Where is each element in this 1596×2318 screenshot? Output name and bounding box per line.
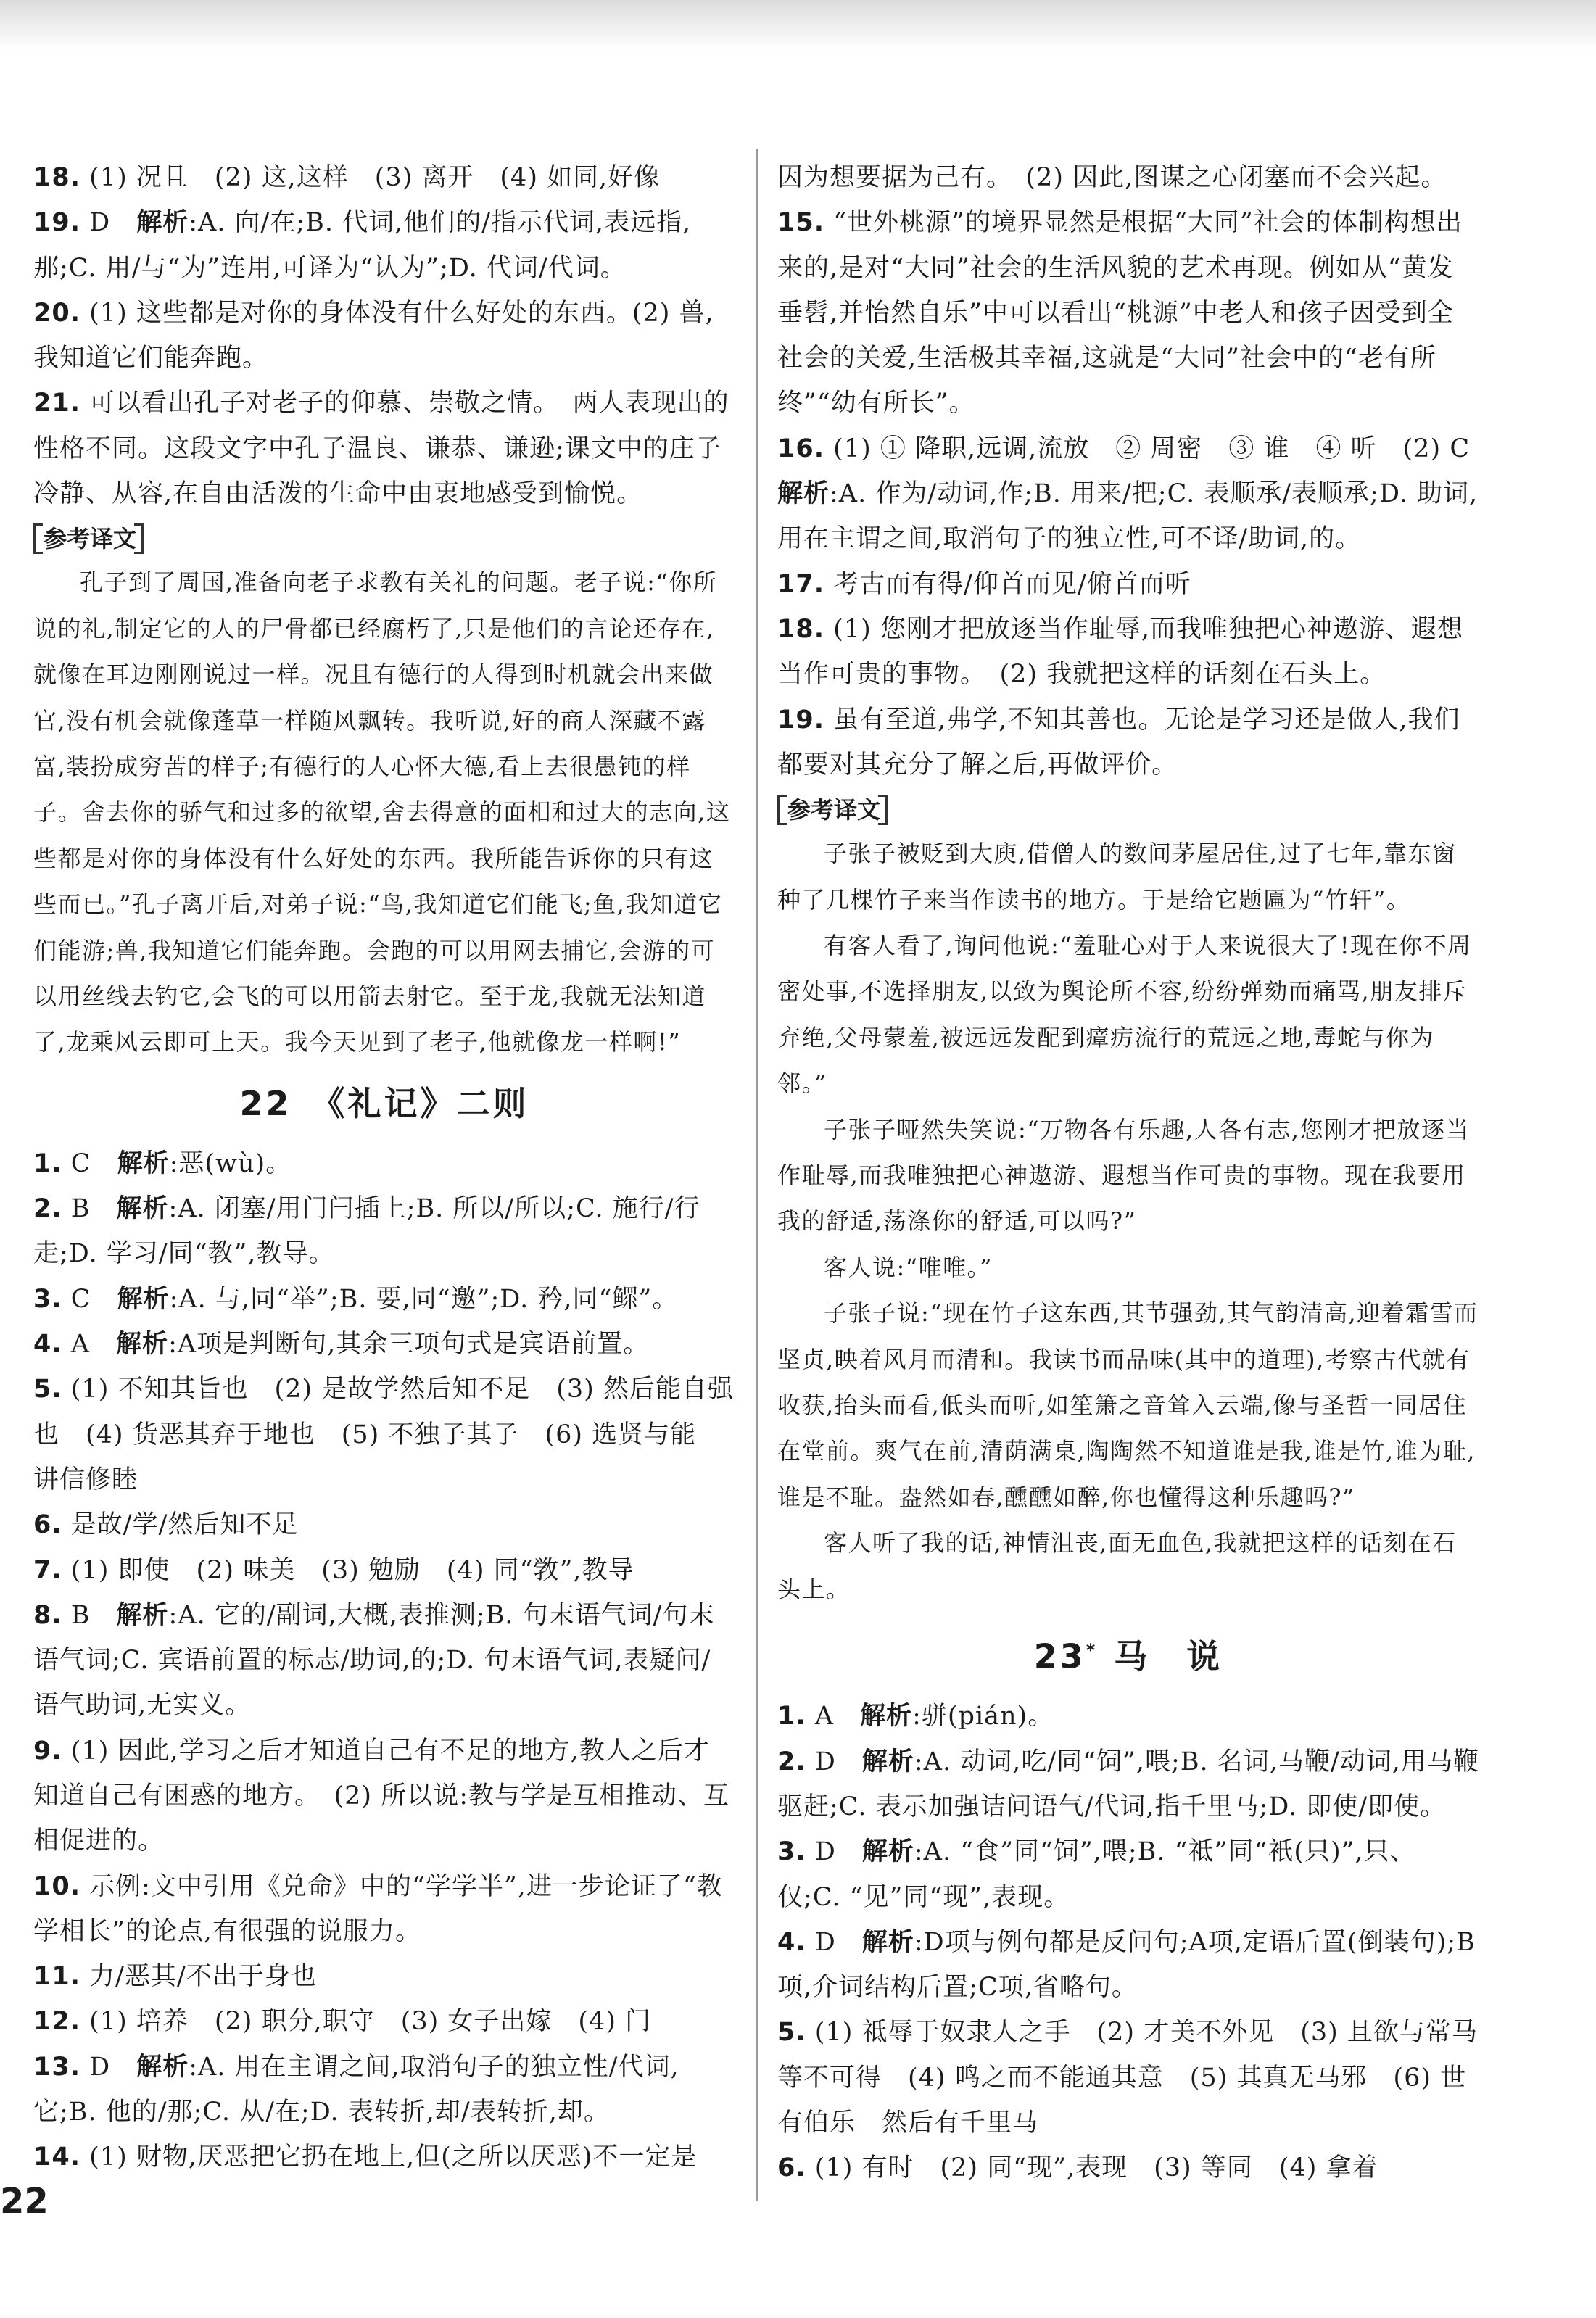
item-text: 考古而有得/仰首而见/俯首而听 [833,569,1191,599]
item-text: (1) 有时 (2) 同“现”,表现 (3) 等同 (4) 拿着 [814,2153,1378,2183]
answer-item [33,1548,735,1593]
reference-translation-header [33,516,735,560]
reference-translation-label: 参考译文 [777,793,888,827]
item-number: 5. [777,2018,806,2048]
item-text: A [814,1702,861,1731]
analysis-label: 解析 [117,1148,170,1178]
item-text: (1) 这些都是对你的身体没有什么好处的东西。(2) 兽,我知道它们能奔跑。 [33,298,714,373]
answer-item [33,1999,735,2044]
item-text: D [814,1747,862,1776]
item-text: 力/恶其/不出于身也 [89,1962,317,1992]
item-number: 9. [33,1736,62,1766]
item-text: 虽有至道,弗学,不知其善也。无论是学习还是做人,我们都要对其充分了解之后,再做评价。 [777,705,1460,779]
column-divider [756,149,758,2201]
analysis-text: :恶(wù)。 [169,1148,292,1178]
analysis-text: :D项与例句都是反问句;A项,定语后置(倒装句);B项,介词结构后置;C项,省略句。 [777,1927,1476,2003]
item-text: (1) 即使 (2) 味美 (3) 勉励 (4) 同“敩”,教导 [70,1555,634,1585]
translation-paragraph: 子张子哑然失笑说:“万物各有乐趣,人各有志,您刚才把放逐当作耻辱,而我唯独把心神遨游、遐想当作可贵的事物。现在我要用我的舒适,荡涤你的舒适,可以吗?” [777,1115,1470,1235]
item-text: (1) 财物,厌恶把它扔在地上,但(之所以厌恶)不一定是 [89,2143,698,2172]
answer-item [33,1864,735,1955]
answer-item [33,1367,735,1502]
item-text: D [814,1927,862,1957]
item-number: 4. [33,1330,62,1359]
answer-item [777,1694,1479,1739]
translation-paragraph: 客人听了我的话,神情沮丧,面无血色,我就把这样的话刻在石头上。 [777,1529,1457,1603]
item-text: (1) 您刚才把放逐当作耻辱,而我唯独把心神遨游、遐想当作可贵的事物。 (2) 我就把这样的话刻在石头上。 [777,614,1463,690]
item-number: 7. [33,1555,62,1585]
answer-item [33,200,735,291]
item-number: 2. [777,1747,806,1776]
lesson-title: 马 说 [1114,1636,1223,1676]
answer-item [777,698,1479,788]
analysis-label: 解析 [861,1747,914,1776]
item-text: 是故/学/然后知不足 [70,1510,299,1540]
answer-item [777,200,1479,426]
analysis-text: :A项是判断句,其余三项句式是宾语前置。 [168,1330,650,1359]
translation-paragraph: 有客人看了,询问他说:“羞耻心对于人来说很大了!现在你不周密处事,不选择朋友,以致为舆论所不容,纷纷弹劾而痛骂,朋友排斥弃绝,父母蒙羞,被远远发配到瘴疠流行的荒远之地,毒蛇与你为邻。” [777,931,1472,1098]
scan-top-shadow [0,0,1596,51]
item-text: 可以看出孔子对老子的仰慕、崇敬之情。 两人表现出的性格不同。这段文字中孔子温良、谦恭、谦逊;课文中的庄子冷静、从容,在自由活泼的生命中由衷地感受到愉悦。 [33,389,729,509]
answer-item [777,607,1479,698]
item-text: A [70,1330,117,1359]
answer-item [33,381,735,516]
answer-item [777,471,1479,562]
analysis-text: :A. 与,同“举”;B. 要,同“邀”;D. 矜,同“鳏”。 [169,1284,679,1314]
item-text: D [89,2052,137,2082]
answer-item [33,1729,735,1864]
reference-translation-label: 参考译文 [33,522,144,555]
analysis-text: :A. 用在主谓之间,取消句子的独立性/代词,它;B. 他的/那;C. 从/在;D. 表转折,却/表转折,却。 [33,2052,679,2127]
analysis-text: :骈(pián)。 [912,1702,1054,1731]
answer-item [33,1186,735,1277]
analysis-text: :A. 闭塞/用门闩插上;B. 所以/所以;C. 施行/行走;D. 学习/同“教”,教导。 [33,1194,700,1269]
answer-item [777,562,1479,607]
item-number: 19. [33,208,81,238]
item-number: 1. [777,1702,806,1731]
item-number: 19. [777,705,825,734]
left-column [33,155,735,2180]
answer-item [777,1920,1479,2011]
translation-paragraph: 孔子到了周国,准备向老子求教有关礼的问题。老子说:“你所说的礼,制定它的人的尸骨都已经腐朽了,只是他们的言论还存在,就像在耳边刚刚说过一样。况且有德行的人得到时机就会出来做官,没有机会就像蓬草一样随风飘转。我听说,好的商人深藏不露富,装扮成穷苦的样子;有德行的人心怀大德,看上去很愚钝的样子。舍去你的骄气和过多的欲望,舍去得意的面相和过大的志向,这些都是对你的身体没有什么好处的东西。我所能告诉你的只有这些而已。”孔子离开后,对弟子说:“鸟,我知道它们能飞;鱼,我知道它们能游;兽,我知道它们能奔跑。会跑的可以用网去捕它,会游的可以用丝线去钓它,会飞的可以用箭去射它。至于龙,我就无法知道了,龙乘风云即可上天。我今天见到了老子,他就像龙一样啊!” [33,568,731,1056]
answer-item [33,1277,735,1322]
analysis-text: :A. 向/在;B. 代词,他们的/指示代词,表远指,那;C. 用/与“为”连用,可译为“认为”;D. 代词/代词。 [33,208,692,283]
analysis-text: :A. “食”同“饲”,喂;B. “祗”同“衹(只)”,只、仅;C. “见”同“现”,表现。 [777,1837,1416,1912]
analysis-label: 解析 [860,1702,913,1731]
item-number: 4. [777,1927,806,1957]
page-number: 22 [0,2181,49,2222]
item-text: (1) ① 降职,远调,流放 ② 周密 ③ 谁 ④ 听 (2) C [833,434,1471,463]
item-text: D [814,1837,862,1867]
reference-translation-header [777,787,1479,831]
translation-paragraph: 子张子说:“现在竹子这东西,其节强劲,其气韵清高,迎着霜雪而坚贞,映着风月而清和。我读书而品味(其中的道理),考察古代就有收获,抬头而看,低头而听,如笙箫之音耸入云端,像与圣哲一同居住在堂前。爽气在前,清荫满桌,陶陶然不知道谁是我,谁是竹,谁为耻,谁是不耻。盎然如春,醺醺如醉,你也懂得这种乐趣吗?” [777,1299,1479,1511]
translation-paragraph: 子张子被贬到大庾,借僧人的数间茅屋居住,过了七年,靠东窗种了几棵竹子来当作读书的地方。于是给它题匾为“竹轩”。 [777,840,1457,914]
item-number: 21. [33,389,81,418]
answer-item [777,1739,1479,1830]
lesson-mark: * [1086,1640,1099,1661]
item-text: B [70,1194,117,1224]
item-number: 6. [33,1510,62,1540]
item-number: 5. [33,1375,62,1404]
right-column [777,155,1479,2191]
analysis-label: 解析 [777,479,830,509]
item-number: 15. [777,208,825,238]
analysis-text: :A. 作为/动词,作;B. 用来/把;C. 表顺承/表顺承;D. 助词,用在主谓之间,取消句子的独立性,可不译/助词,的。 [777,479,1479,554]
item-text: (1) 况且 (2) 这,这样 (3) 离开 (4) 如同,好像 [89,163,661,192]
item-number: 18. [777,614,825,644]
lesson-title: 《礼记》二则 [328,1083,529,1123]
analysis-text: :A. 动词,吃/同“饲”,喂;B. 名词,马鞭/动词,用马鞭驱赶;C. 表示加强诘问语气/代词,指千里马;D. 即使/即使。 [777,1747,1479,1821]
answer-item [777,155,1479,200]
analysis-label: 解析 [116,1600,169,1630]
item-number: 1. [33,1148,62,1178]
answer-item [777,2010,1479,2145]
answer-item [33,2135,735,2180]
item-number: 11. [33,1962,81,1992]
analysis-label: 解析 [116,1330,169,1359]
analysis-label: 解析 [116,1194,169,1224]
answer-item [33,1954,735,1999]
translation-paragraph: 客人说:“唯唯。” [824,1253,993,1281]
analysis-label: 解析 [136,208,189,238]
item-text: “世外桃源”的境界显然是根据“大同”社会的体制构想出来的,是对“大同”社会的生活风貌的艺术再现。例如从“黄发垂髫,并怡然自乐”中可以看出“桃源”中老人和孩子因受到全社会的关爱,生活极其幸福,这就是“大同”社会中的“老有所终”“幼有所长”。 [777,208,1463,418]
item-text: D [89,208,137,238]
item-number: 13. [33,2052,81,2082]
item-number: 12. [33,2007,81,2037]
item-number: 18. [33,163,81,192]
answer-item [33,291,735,381]
analysis-label: 解析 [861,1927,914,1957]
lesson-number: 23 [1033,1636,1086,1676]
analysis-label: 解析 [136,2052,189,2082]
item-text: B [70,1600,117,1630]
item-text: (1) 不知其旨也 (2) 是故学然后知不足 (3) 然后能自强也 (4) 货恶其弃于地也 (5) 不独子其子 (6) 选贤与能 讲信修睦 [33,1375,734,1494]
item-number: 3. [33,1284,62,1314]
lesson-number: 22 [239,1083,292,1123]
item-number: 3. [777,1837,806,1867]
answer-item [33,1322,735,1367]
item-number: 8. [33,1600,62,1630]
analysis-text: :A. 它的/副词,大概,表推测;B. 句末语气词/句末语气词;C. 宾语前置的标志/助词,的;D. 句末语气词,表疑问/语气助词,无实义。 [33,1600,715,1721]
item-number: 16. [777,434,825,463]
item-text: 示例:文中引用《兑命》中的“学学半”,进一步论证了“教学相长”的论点,有很强的说服力。 [33,1871,723,1946]
item-number: 20. [33,298,81,328]
item-text: (1) 培养 (2) 职分,职守 (3) 女子出嫁 (4) 门 [89,2007,652,2037]
item-number: 6. [777,2153,806,2183]
lesson-heading [33,1070,735,1137]
item-text: (1) 因此,学习之后才知道自己有不足的地方,教人之后才知道自己有困惑的地方。 (2) 所以说:教与学是互相推动、互相促进的。 [33,1736,729,1856]
answer-item [33,1502,735,1547]
analysis-label: 解析 [861,1837,914,1867]
item-text: (1) 祗辱于奴隶人之手 (2) 才美不外见 (3) 且欲与常马等不可得 (4) 鸣之而不能通其意 (5) 其真无马邪 (6) 世有伯乐 然后有千里马 [777,2018,1478,2138]
answer-item [33,1593,735,1729]
item-number: 10. [33,1871,81,1901]
item-text: C [70,1148,117,1178]
item-number: 17. [777,569,825,599]
answer-item [33,1141,735,1186]
lesson-heading [777,1617,1479,1689]
answer-item [777,2145,1479,2190]
answer-item [777,1829,1479,1920]
item-number: 2. [33,1194,62,1224]
item-text: C [70,1284,117,1314]
item-text: 因为想要据为己有。 (2) 因此,图谋之心闭塞而不会兴起。 [777,163,1447,192]
item-number: 14. [33,2143,81,2172]
answer-item [777,426,1479,471]
answer-item [33,2045,735,2135]
analysis-label: 解析 [117,1284,170,1314]
answer-item [33,155,735,200]
